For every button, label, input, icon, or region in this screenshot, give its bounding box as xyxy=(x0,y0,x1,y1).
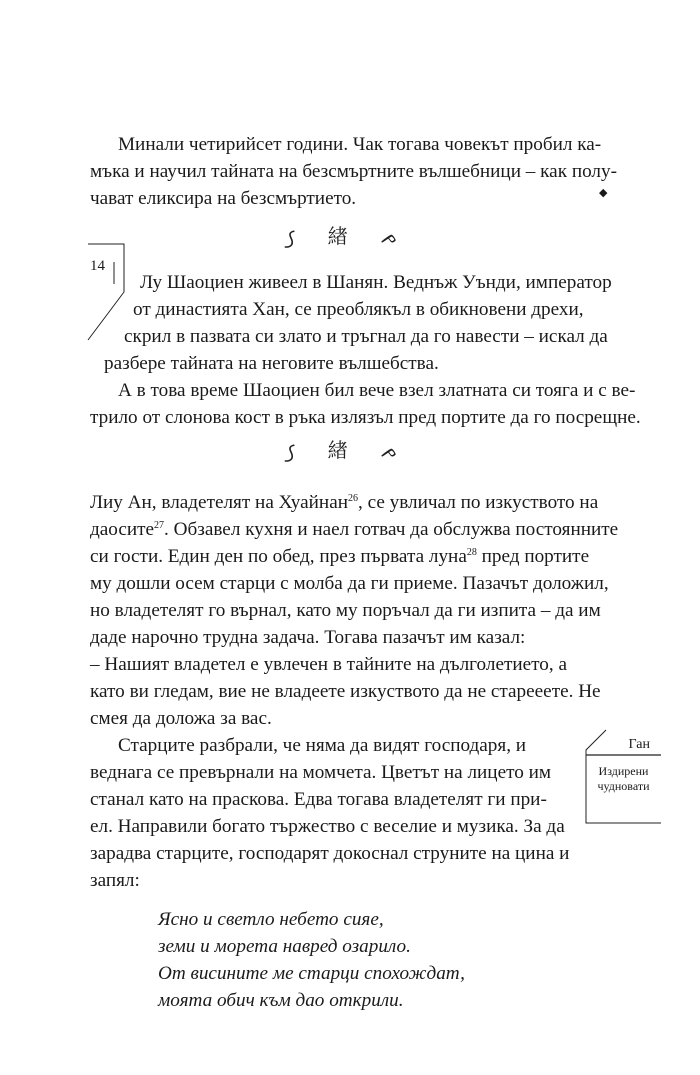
running-head-title: Ган xyxy=(628,737,650,752)
poem-line: Ясно и светло небето сияе, xyxy=(158,909,384,930)
poem-line: моята обич към дао открили. xyxy=(158,990,404,1011)
text-line: скрил в пазвата си злато и тръгнал да го навести – искал да xyxy=(124,326,608,347)
page-number: 14 xyxy=(90,258,105,274)
text-line: – Нашият владетел е увлечен в тайните на дълголетието, а xyxy=(90,654,567,675)
section-ornament: ꠹ 緖 ᨍ xyxy=(287,226,413,248)
text-line: зарадва старците, господарят докоснал струните на цина и xyxy=(90,843,570,864)
text-line: ел. Направили богато тържество с веселие и музика. За да xyxy=(90,816,565,837)
footnote-ref[interactable]: 28 xyxy=(466,547,477,558)
text-line: Лу Шаоциен живеел в Шанян. Веднъж Уънди, император xyxy=(140,272,612,293)
text-line: даосите$^{27}$. Обзавел кухня и наел готвач да обслужва постоянните xyxy=(90,519,619,540)
section-end-mark: ◆ xyxy=(599,187,608,199)
text-line: А в това време Шаоциен бил вече взел златната си тояга и с ве- xyxy=(118,380,636,401)
text-line: трило от слонова кост в ръка излязъл пред портите да го посрещне. xyxy=(90,407,641,428)
text-line: мъка и научил тайната на безсмъртните вълшебници – как полу- xyxy=(90,161,617,182)
poem-line: земи и морета навред озарило. xyxy=(158,936,411,957)
text-line: като ви гледам, вие не владеете изкуството да не старееете. Не xyxy=(90,681,601,702)
text-line: му дошли осем старци с молба да ги приеме. Пазачът доложил, xyxy=(90,573,609,594)
section-ornament: ꠹ 緖 ᨍ xyxy=(287,440,413,462)
text-line: станал като на праскова. Едва тогава владетелят ги при- xyxy=(90,789,547,810)
text-line: чават еликсира на безсмъртието. xyxy=(90,188,357,209)
text-line: Минали четирийсет години. Чак тогава човекът пробил ка- xyxy=(118,134,602,155)
text-line: от династията Хан, се преоблякъл в обикновени дрехи, xyxy=(133,299,584,320)
footnote-ref[interactable]: 26 xyxy=(347,493,358,504)
footnote-ref[interactable]: 27 xyxy=(154,520,165,531)
text-line: смея да доложа за вас. xyxy=(90,708,272,729)
text-line: си гости. Един ден по обед, през първата луна$^{28}$ пред портите xyxy=(90,546,590,567)
running-head-subtitle: Издирени чудновати xyxy=(597,764,650,793)
text-line: веднага се превърнали на момчета. Цветът на лицето им xyxy=(90,762,552,783)
text-line: Старците разбрали, че няма да видят господаря, и xyxy=(118,735,527,756)
text-line: Лиу Ан, владетелят на Хуайнан$^{26}$, се увличал по изкуството на xyxy=(90,492,599,513)
text-line: но владетелят го върнал, като му поръчал да ги изпита – да им xyxy=(90,600,601,621)
text-line: даде нарочно трудна задача. Тогава пазачът им казал: xyxy=(90,627,526,648)
text-line: разбере тайната на неговите вълшебства. xyxy=(104,353,439,374)
poem-line: От висините ме старци спохождат, xyxy=(158,963,465,984)
text-line: запял: xyxy=(90,870,140,891)
